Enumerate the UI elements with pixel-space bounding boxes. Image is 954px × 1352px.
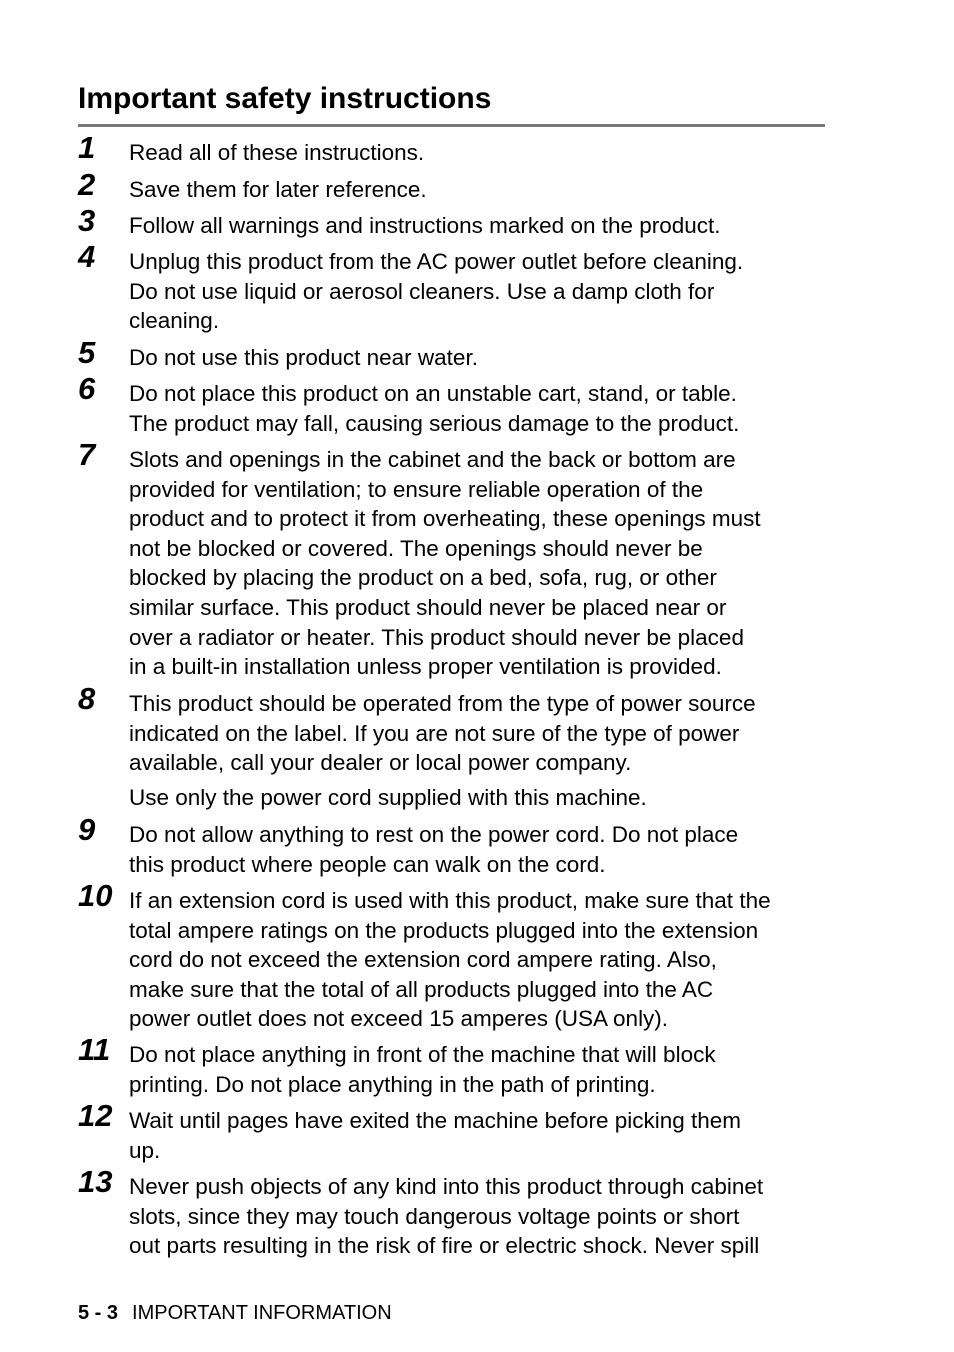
item-number: 13: [78, 1164, 113, 1199]
text-line: Do not use liquid or aerosol cleaners. Use a damp cloth for: [129, 278, 715, 304]
item-number: 10: [78, 878, 113, 913]
item-text: [129, 886, 829, 1034]
item-number: 1: [78, 130, 96, 165]
text-line: Save them for later reference.: [129, 177, 427, 202]
text-line: cord do not exceed the extension cord ampere rating. Also,: [129, 947, 717, 973]
text-line: cleaning.: [129, 308, 220, 334]
text-line: Do not use this product near water.: [129, 345, 478, 370]
text-line: out parts resulting in the risk of fire or electric shock. Never spill: [129, 1233, 760, 1259]
item-number: 7: [78, 437, 96, 472]
item-number: 9: [78, 812, 96, 847]
item-text: [129, 820, 829, 879]
text-line: Never push objects of any kind into this product through cabinet: [129, 1174, 764, 1199]
item-text: [129, 138, 829, 168]
text-line: blocked by placing the product on a bed, sofa, rug, or other: [129, 565, 717, 591]
item-text: [129, 445, 829, 682]
text-line: Use only the power cord supplied with this machine.: [129, 785, 647, 810]
item-text: [129, 211, 829, 241]
text-line: not be blocked or covered. The openings should never be: [129, 535, 703, 561]
item-number: 3: [78, 203, 96, 238]
item-text: [129, 379, 829, 438]
item-number: 12: [78, 1098, 113, 1133]
text-line: similar surface. This product should never be placed near or: [129, 594, 727, 620]
item-number: 8: [78, 681, 96, 716]
text-line: product and to protect it from overheating, these openings must: [129, 506, 761, 532]
item-text: [129, 247, 829, 336]
title-divider: [78, 124, 825, 127]
item-number: 4: [78, 239, 96, 274]
item-text: [129, 689, 829, 778]
text-line: The product may fall, causing serious damage to the product.: [129, 410, 740, 436]
text-line: Unplug this product from the AC power outlet before cleaning.: [129, 249, 744, 274]
item-number: 6: [78, 371, 96, 406]
text-line: over a radiator or heater. This product should never be placed: [129, 624, 744, 650]
text-line: slots, since they may touch dangerous voltage points or short: [129, 1203, 740, 1229]
item-text: [129, 1040, 829, 1099]
text-line: power outlet does not exceed 15 amperes (USA only).: [129, 1006, 669, 1032]
item-text: [129, 1172, 829, 1261]
item-text: [129, 175, 829, 205]
text-line: This product should be operated from the type of power source: [129, 691, 756, 716]
text-line: Do not place anything in front of the machine that will block: [129, 1042, 716, 1067]
item-text: [129, 1106, 829, 1165]
text-line: Follow all warnings and instructions marked on the product.: [129, 213, 721, 238]
text-line: If an extension cord is used with this product, make sure that the: [129, 888, 771, 913]
text-line: in a built-in installation unless proper ventilation is provided.: [129, 654, 722, 680]
text-line: Read all of these instructions.: [129, 140, 425, 165]
text-line: Do not place this product on an unstable cart, stand, or table.: [129, 381, 737, 406]
text-line: provided for ventilation; to ensure reliable operation of the: [129, 476, 704, 502]
text-line: Slots and openings in the cabinet and the back or bottom are: [129, 447, 736, 472]
page-footer: [78, 1301, 392, 1325]
text-line: available, call your dealer or local power company.: [129, 750, 632, 776]
item-number: 5: [78, 335, 96, 370]
text-line: indicated on the label. If you are not sure of the type of power: [129, 720, 740, 746]
text-line: this product where people can walk on the cord.: [129, 851, 606, 877]
page-title: Important safety instructions: [78, 82, 492, 115]
item-number: 11: [78, 1032, 111, 1067]
page-number: 5 - 3: [78, 1302, 119, 1324]
text-line: up.: [129, 1137, 161, 1163]
section-name: IMPORTANT INFORMATION: [132, 1302, 392, 1324]
item-text: [129, 343, 829, 373]
item-number: 2: [78, 167, 96, 202]
text-line: make sure that the total of all products plugged into the AC: [129, 976, 714, 1002]
text-line: total ampere ratings on the products plugged into the extension: [129, 917, 759, 943]
item-text: [129, 783, 829, 813]
text-line: printing. Do not place anything in the path of printing.: [129, 1071, 656, 1097]
text-line: Do not allow anything to rest on the power cord. Do not place: [129, 822, 739, 847]
text-line: Wait until pages have exited the machine before picking them: [129, 1108, 742, 1133]
